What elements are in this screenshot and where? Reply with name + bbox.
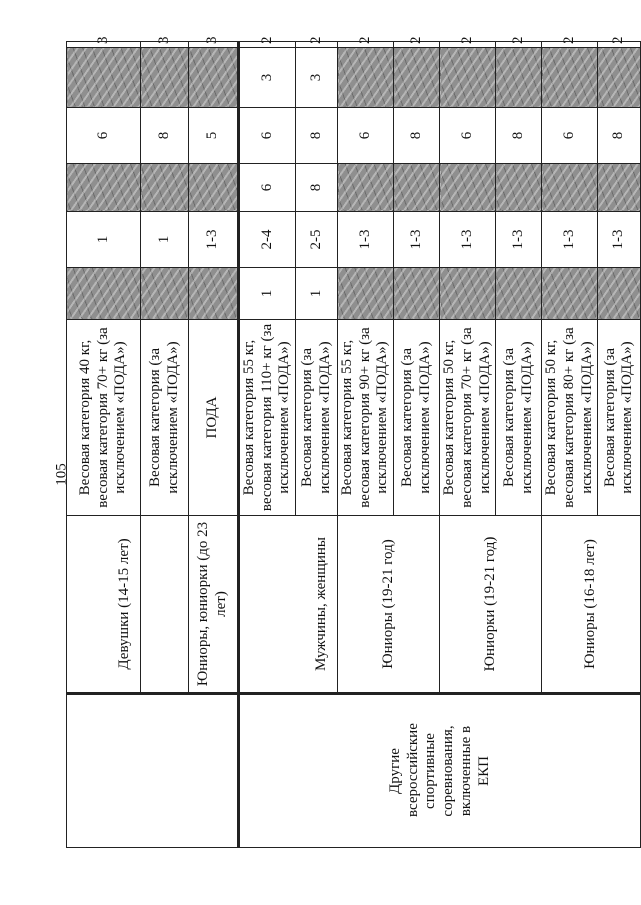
category-cell: Весовая категория 40 кг, весовая категория 70+ кг (за исключением «ПОДА») (67, 320, 141, 516)
shaded-cell (598, 164, 641, 212)
section-label: Другие всероссийские спортивные соревнования, включенные в ЕКП (239, 694, 641, 848)
section-cell-top (67, 694, 239, 848)
shaded-cell (440, 164, 496, 212)
table-stage (66, 36, 636, 848)
shaded-cell (67, 48, 141, 108)
shaded-cell (67, 268, 141, 320)
shaded-cell (440, 268, 496, 320)
results-table (66, 36, 641, 848)
table-row (67, 42, 141, 848)
value-cell: 2 (598, 42, 641, 48)
category-cell: Весовая категория (за исключением «ПОДА») (394, 320, 440, 516)
value-cell: 1-3 (440, 212, 496, 268)
value-cell: 2-5 (296, 212, 338, 268)
category-cell: Весовая категория (за исключением «ПОДА») (296, 320, 338, 516)
value-cell: 1-3 (189, 212, 239, 268)
value-cell: 6 (440, 108, 496, 164)
category-cell: Весовая категория 55 кг, весовая категория 90+ кг (за исключением «ПОДА») (338, 320, 394, 516)
age-group-cell: Юниорки (19-21 год) (440, 516, 542, 694)
value-cell: 3 (239, 48, 296, 108)
age-group-cell (141, 516, 189, 694)
shaded-cell (141, 48, 189, 108)
value-cell: 2 (542, 42, 598, 48)
shaded-cell (542, 164, 598, 212)
category-cell: Весовая категория 50 кг, весовая категория 80+ кг (за исключением «ПОДА») (542, 320, 598, 516)
value-cell: 3 (141, 42, 189, 48)
shaded-cell (67, 164, 141, 212)
value-cell: 3 (189, 42, 239, 48)
value-cell: 1-3 (542, 212, 598, 268)
shaded-cell (338, 164, 394, 212)
value-cell: 1-3 (394, 212, 440, 268)
value-cell: 6 (542, 108, 598, 164)
value-cell: 1 (296, 268, 338, 320)
value-cell: 2-4 (239, 212, 296, 268)
value-cell: 5 (189, 108, 239, 164)
value-cell: 1-3 (338, 212, 394, 268)
value-cell: 2 (296, 42, 338, 48)
value-cell: 1 (141, 212, 189, 268)
value-cell: 6 (338, 108, 394, 164)
shaded-cell (440, 48, 496, 108)
shaded-cell (394, 164, 440, 212)
table-row (239, 42, 296, 848)
shaded-cell (598, 48, 641, 108)
shaded-cell (496, 48, 542, 108)
category-cell: Весовая категория (за исключением «ПОДА») (141, 320, 189, 516)
value-cell: 2 (440, 42, 496, 48)
value-cell: 8 (598, 108, 641, 164)
shaded-cell (542, 268, 598, 320)
shaded-cell (598, 268, 641, 320)
age-group-cell: Юниоры (19-21 год) (338, 516, 440, 694)
value-cell: 8 (141, 108, 189, 164)
value-cell: 6 (67, 108, 141, 164)
value-cell: 8 (496, 108, 542, 164)
shaded-cell (542, 48, 598, 108)
value-cell: 3 (296, 48, 338, 108)
value-cell: 6 (239, 164, 296, 212)
shaded-cell (141, 164, 189, 212)
value-cell: 1 (239, 268, 296, 320)
shaded-cell (394, 268, 440, 320)
shaded-cell (496, 268, 542, 320)
age-group-cell: Девушки (14-15 лет) (67, 516, 141, 694)
shaded-cell (338, 48, 394, 108)
category-cell: Весовая категория 50 кг, весовая категория 70+ кг (за исключением «ПОДА») (440, 320, 496, 516)
shaded-cell (338, 268, 394, 320)
value-cell: 8 (296, 108, 338, 164)
age-group-cell: Юниоры, юниорки (до 23 лет) (189, 516, 239, 694)
page-number: 105 (53, 463, 70, 486)
shaded-cell (394, 48, 440, 108)
value-cell: 1-3 (496, 212, 542, 268)
value-cell: 6 (239, 108, 296, 164)
shaded-cell (496, 164, 542, 212)
value-cell: 2 (338, 42, 394, 48)
value-cell: 2 (239, 42, 296, 48)
value-cell: 1 (67, 212, 141, 268)
value-cell: 1-3 (598, 212, 641, 268)
value-cell: 8 (296, 164, 338, 212)
value-cell: 2 (496, 42, 542, 48)
value-cell: 8 (394, 108, 440, 164)
category-cell: Весовая категория (за исключением «ПОДА») (496, 320, 542, 516)
category-cell: Весовая категория (за исключением «ПОДА») (598, 320, 641, 516)
shaded-cell (189, 268, 239, 320)
shaded-cell (141, 268, 189, 320)
value-cell: 3 (67, 42, 141, 48)
age-group-cell: Юниоры (16-18 лет) (542, 516, 641, 694)
value-cell: 2 (394, 42, 440, 48)
shaded-cell (189, 48, 239, 108)
shaded-cell (189, 164, 239, 212)
category-cell: Весовая категория 55 кг, весовая категория 110+ кг (за исключением «ПОДА») (239, 320, 296, 516)
category-cell: ПОДА (189, 320, 239, 516)
rotated-table-frame (66, 36, 636, 848)
age-group-cell: Мужчины, женщины (239, 516, 338, 694)
